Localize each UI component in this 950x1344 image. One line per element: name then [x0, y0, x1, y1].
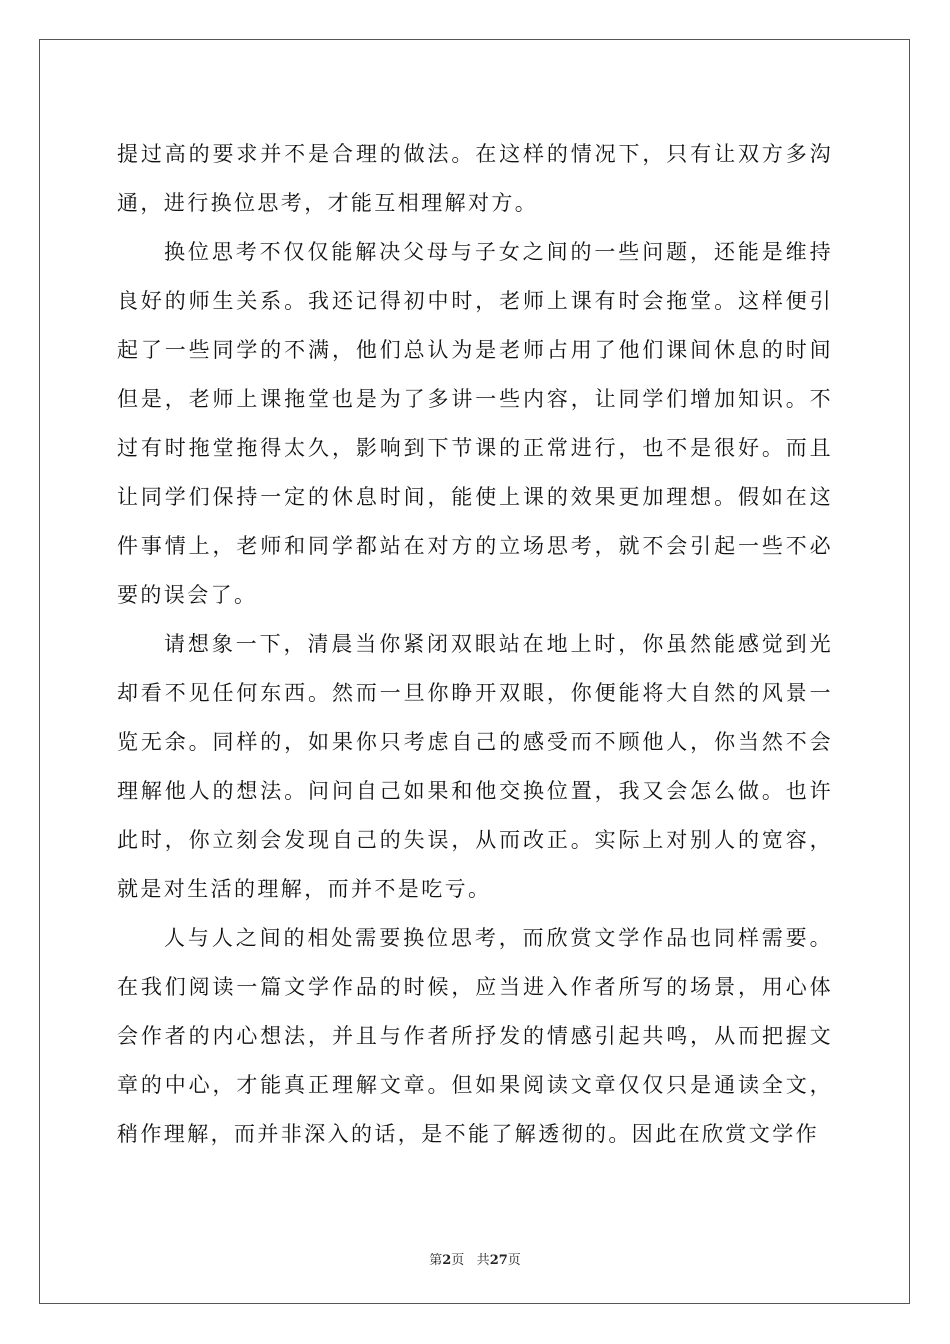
page-suffix: 页 — [451, 1253, 465, 1268]
document-body — [117, 130, 833, 1159]
paragraph-3: 请想象一下，清晨当你紧闭双眼站在地上时，你虽然能感觉到光却看不见任何东西。然而一旦你睁开双眼，你便能将大自然的风景一览无余。同样的，如果你只考虑自己的感受而不顾他人，你当然不会理解他人的想法。问问自己如果和他交换位置，我又会怎么做。也许此时，你立刻会发现自己的失误，从而改正。实际上对别人的宽容，就是对生活的理解，而并不是吃亏。 — [117, 632, 833, 901]
page-prefix: 第 — [429, 1253, 443, 1268]
total-prefix: 共 — [476, 1253, 490, 1268]
page-number: 2 — [442, 1253, 452, 1268]
total-pages: 27 — [489, 1253, 508, 1268]
paragraph-1: 提过高的要求并不是合理的做法。在这样的情况下，只有让双方多沟通，进行换位思考，才能互相理解对方。 — [117, 142, 833, 215]
paragraph-2: 换位思考不仅仅能解决父母与子女之间的一些问题，还能是维持良好的师生关系。我还记得初中时，老师上课有时会拖堂。这样便引起了一些同学的不满，他们总认为是老师占用了他们课间休息的时间但是，老师上课拖堂也是为了多讲一些内容，让同学们增加知识。不过有时拖堂拖得太久，影响到下节课的正常进行，也不是很好。而且让同学们保持一定的休息时间，能使上课的效果更加理想。假如在这件事情上，老师和同学都站在对方的立场思考，就不会引起一些不必要的误会了。 — [117, 240, 833, 607]
paragraph-4: 人与人之间的相处需要换位思考，而欣赏文学作品也同样需要。在我们阅读一篇文学作品的时候，应当进入作者所写的场景，用心体会作者的内心想法，并且与作者所抒发的情感引起共鸣，从而把握文章的中心，才能真正理解文章。但如果阅读文章仅仅只是通读全文，稍作理解，而并非深入的话，是不能了解透彻的。因此在欣赏文学作 — [117, 926, 833, 1146]
page-footer — [0, 1249, 950, 1268]
total-suffix: 页 — [507, 1253, 521, 1268]
